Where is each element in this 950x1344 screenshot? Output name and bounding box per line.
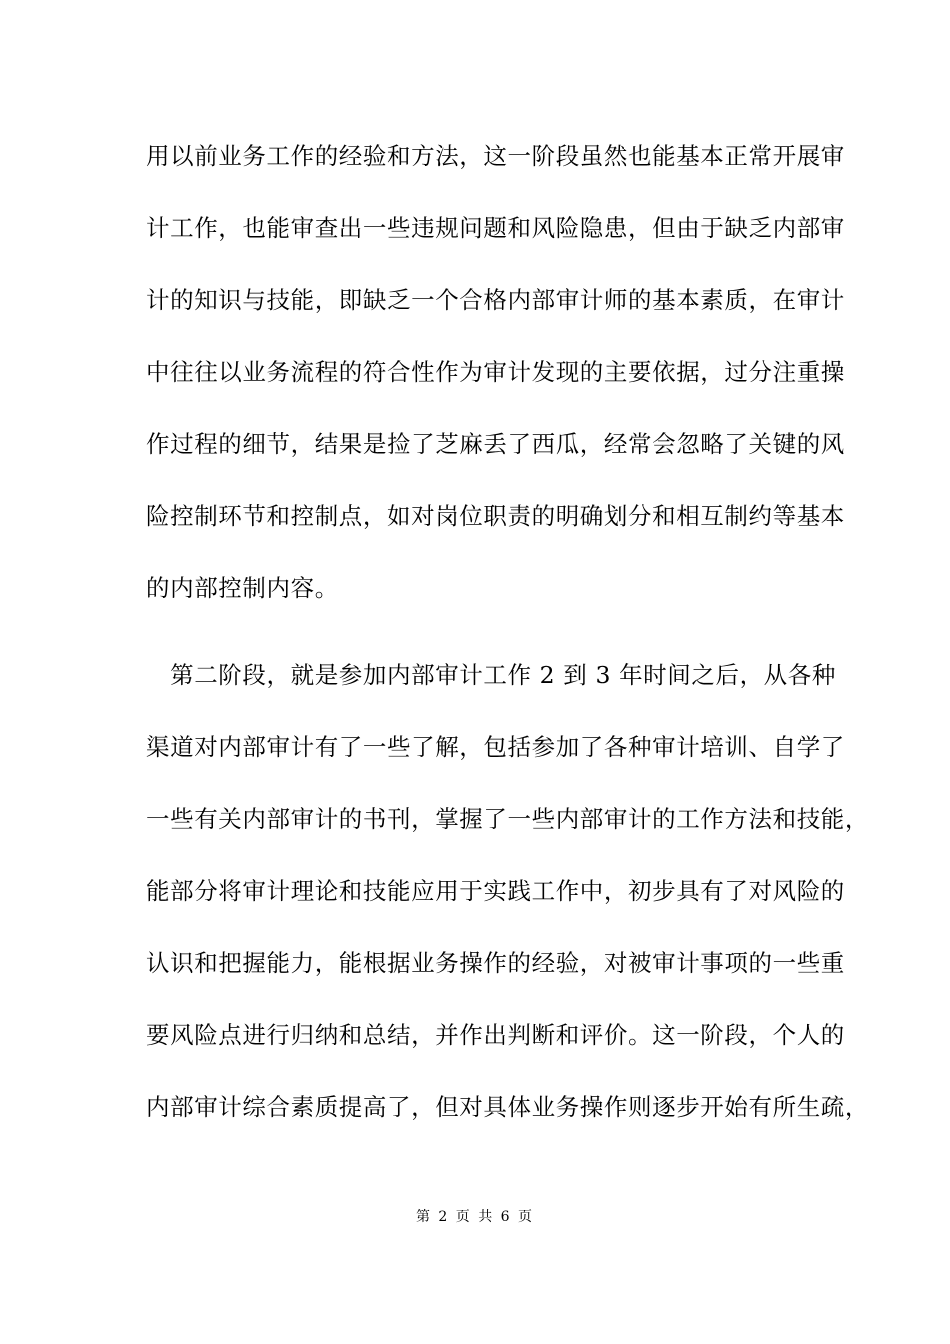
text-line: 要风险点进行归纳和总结，并作出判断和评价。这一阶段，个人的 [146,1021,845,1049]
page-number-footer: 第 2 页 共 6 页 [415,1209,535,1225]
text-line: 险控制环节和控制点，如对岗位职责的明确划分和相互制约等基本 [146,502,845,530]
text-line: 用以前业务工作的经验和方法，这一阶段虽然也能基本正常开展审 [146,142,845,170]
text-line: 一些有关内部审计的书刊，掌握了一些内部审计的工作方法和技能， [146,805,869,833]
text-line: 计的知识与技能，即缺乏一个合格内部审计师的基本素质，在审计 [146,286,845,314]
text-line: 中往往以业务流程的符合性作为审计发现的主要依据，过分注重操 [146,358,845,386]
text-line: 计工作，也能审查出一些违规问题和风险隐患，但由于缺乏内部审 [146,214,845,242]
text-line: 渠道对内部审计有了一些了解，包括参加了各种审计培训、自学了 [146,733,845,761]
text-line: 的内部控制内容。 [146,574,339,602]
text-line: 能部分将审计理论和技能应用于实践工作中，初步具有了对风险的 [146,877,845,905]
text-line: 作过程的细节，结果是捡了芝麻丢了西瓜，经常会忽略了关键的风 [146,430,845,458]
text-line: 第二阶段，就是参加内部审计工作 2 到 3 年时间之后，从各种 [146,661,836,689]
text-line: 认识和把握能力，能根据业务操作的经验，对被审计事项的一些重 [146,949,845,977]
text-line: 内部审计综合素质提高了，但对具体业务操作则逐步开始有所生疏， [146,1093,869,1121]
